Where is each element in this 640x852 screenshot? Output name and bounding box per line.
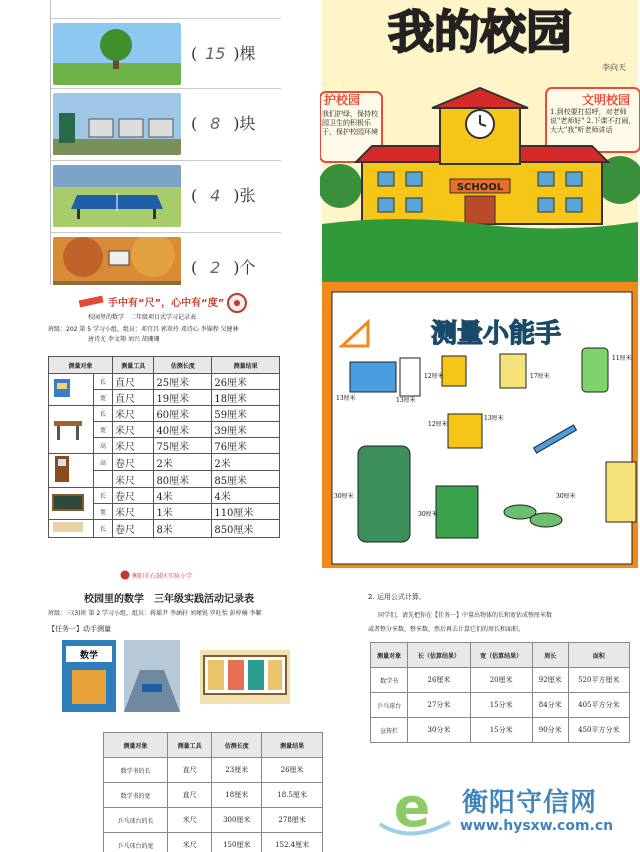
result-cell: 110厘米 [212,504,280,520]
count-unit: 块 [239,114,256,133]
bulletin-board-photo [200,650,290,704]
watermark-url: www.hysxw.com.cn [460,818,614,834]
estimate-cell: 75厘米 [154,438,212,454]
count-unit: 个 [239,258,256,277]
sheet-subtitle: 校园里的数学 二年级项目式学习记录表 [88,314,197,321]
length-cell: 27分米 [408,693,470,718]
tool-cell: 米尺 [113,504,154,520]
tool-cell: 米尺 [113,406,154,422]
display-boards-photo [53,93,181,155]
estimate-cell: 25厘米 [154,374,212,390]
tool-cell: 卷尺 [113,488,154,504]
classroom-drawing [49,520,94,538]
object-cell: 宣传栏 [371,718,408,743]
estimate-cell: 23厘米 [212,758,262,783]
school-logo-text: 衡阳市石鼓区实验小学 [132,573,193,580]
perimeter-cell: 92厘米 [532,668,568,693]
result-cell: 26厘米 [212,374,280,390]
math-book-photo [62,640,116,712]
col-header: 测量对象 [371,643,408,668]
dim-cell: 宽 [94,422,113,438]
size-label: 12厘米 [424,373,444,380]
result-cell: 39厘米 [212,422,280,438]
e-logo-icon [370,774,454,844]
right-card-text: 1.到校要打招呼，对老师说"老师好" 2.下课不打闹，大大"我"听老师讲话 [550,108,636,134]
result-cell: 278厘米 [262,808,323,833]
door-drawing [49,454,94,488]
table-row [104,808,323,833]
object-cell: 乒乓球台的宽 [104,833,168,852]
book-title: 数学 [79,651,99,661]
poster-artwork [320,0,640,568]
poster-title: 我的校园 [388,5,572,59]
table-row [104,758,323,783]
corridor-table-photo [124,640,180,712]
basketball-court-photo [53,237,181,285]
estimate-cell: 300厘米 [212,808,262,833]
col-header: 测量对象 [49,357,113,374]
col-header: 宽（估算结果） [470,643,532,668]
estimate-cell: 8米 [154,520,212,538]
section-title: 测量小能手 [430,319,562,349]
watermark-name: 衡阳守信网 [462,788,598,818]
width-cell: 15分米 [470,693,532,718]
tool-cell: 米尺 [113,422,154,438]
result-cell: 850厘米 [212,520,280,538]
site-watermark [370,768,640,852]
count-row-trees: ( 15 )棵 [51,18,281,89]
result-cell: 76厘米 [212,438,280,454]
size-label: 30厘米 [418,511,438,518]
col-header: 长（估算结果） [408,643,470,668]
count-unit: 张 [239,186,256,205]
grade2-record-sheet [48,290,284,568]
tool-cell: 米尺 [113,438,154,454]
table-row [49,406,280,422]
col-header: 测量工具 [113,357,154,374]
dim-cell: 长 [94,374,113,390]
suitcase-icon [358,446,410,542]
size-label: 12厘米 [428,421,448,428]
object-cell: 乒乓球台 [371,693,408,718]
table-row [49,520,280,538]
count-row-tables: ( 4 )张 [51,160,281,231]
sheet-heading: 手中有“尺”，心中有“度” [108,298,225,309]
count-row-hoops: ( 2 )个 [51,232,281,285]
result-cell: 59厘米 [212,406,280,422]
dim-cell: 宽 [94,504,113,520]
tape-measure-icon [226,292,248,314]
school-sign: SCHOOL [456,182,504,193]
result-cell: 2米 [212,454,280,471]
count-answer: 8 [210,114,221,133]
length-cell: 30分米 [408,718,470,743]
counting-sheet [50,0,281,285]
box-icon [500,354,526,388]
length-cell: 26厘米 [408,668,470,693]
estimate-cell: 60厘米 [154,406,212,422]
result-cell: 4米 [212,488,280,504]
area-cell: 450平方分米 [568,718,629,743]
object-cell: 数学书的长 [104,758,168,783]
count-row-boards: ( 8 )块 [51,88,281,159]
formula-sheet [368,588,640,748]
ping-pong-table-photo [53,165,181,227]
estimate-cell: 80厘米 [154,471,212,488]
book-drawing [49,374,94,406]
desk-drawing [49,406,94,454]
sheet-title: 校园里的数学 三年级实践活动记录表 [84,594,254,605]
estimate-cell: 40厘米 [154,422,212,438]
width-cell: 15分米 [470,718,532,743]
estimate-cell: 18厘米 [212,783,262,808]
count-answer: 4 [210,186,221,205]
col-header: 估测长度 [154,357,212,374]
table-row [371,668,630,693]
dim-cell: 高 [94,438,113,454]
result-cell: 18厘米 [212,390,280,406]
area-cell: 405平方分米 [568,693,629,718]
tool-cell: 米尺 [113,471,154,488]
group-members: 唐诗尤 李文翔 刘兴 胡珊珊 [88,336,160,343]
instruction-line-1: 同学们，请先把你在【任务一】中量出物体的长和宽估成整厘米数 [378,612,553,619]
left-card-title: 护校园 [324,93,361,107]
result-cell: 85厘米 [212,471,280,488]
table-row [371,693,630,718]
tool-cell: 米尺 [168,833,212,852]
size-label: 11厘米 [612,355,632,362]
table-row [104,783,323,808]
area-cell: 520平方厘米 [568,668,629,693]
table-row [49,374,280,390]
size-label: 13厘米 [484,415,504,422]
bucket-icon [436,486,478,538]
section-heading: 2. 运用公式计算。 [368,593,426,601]
table-row [49,488,280,504]
dim-cell: 高 [94,454,113,471]
tool-cell: 直尺 [113,390,154,406]
col-header: 测量对象 [104,733,168,758]
col-header: 估测长度 [212,733,262,758]
count-unit: 棵 [239,44,256,63]
size-label: 17厘米 [530,373,550,380]
object-cell: 数学书的宽 [104,783,168,808]
table-row [371,718,630,743]
size-label: 30厘米 [556,493,576,500]
tree-photo [53,23,181,85]
estimate-cell: 1米 [154,504,212,520]
table-row [104,833,323,852]
milk-carton-icon [442,356,466,386]
tool-cell: 直尺 [168,758,212,783]
chair-icon [606,462,636,522]
tool-cell: 卷尺 [113,520,154,538]
perimeter-cell: 84分米 [532,693,568,718]
estimate-cell: 4米 [154,488,212,504]
estimate-cell: 19厘米 [154,390,212,406]
size-label: 13厘米 [396,397,416,404]
dim-cell: 长 [94,406,113,422]
estimate-cell: 2米 [154,454,212,471]
tool-cell: 卷尺 [113,454,154,471]
count-answer: 2 [210,258,221,277]
ruler-icon [78,292,104,310]
right-card-title: 文明校园 [582,93,631,107]
tool-cell: 米尺 [168,808,212,833]
phone-icon [582,348,608,392]
result-cell: 152.4厘米 [262,833,323,852]
toilet-roll-icon [400,358,420,396]
estimate-cell: 150厘米 [212,833,262,852]
perimeter-cell: 90分米 [532,718,568,743]
table-row [49,454,280,471]
tool-cell: 直尺 [168,783,212,808]
size-label: 13厘米 [336,395,356,402]
grade3-record-sheet [48,570,348,852]
measurement-table [48,356,280,538]
dim-cell: 长 [94,488,113,504]
blackboard-drawing [49,488,94,520]
object-cell: 乒乓球台的长 [104,808,168,833]
task-label: 【任务一】动手测量 [48,625,111,633]
svg-text:e: e [393,776,431,839]
col-header: 测量结果 [212,357,280,374]
left-card-text: 我们护绿，保持校园卫生的积极乐于，保护校园环境 [322,110,378,136]
col-header: 周长 [532,643,568,668]
dim-cell [94,471,113,488]
tissue-box-icon [350,362,396,392]
dim-cell: 宽 [94,390,113,406]
cup-icon [448,414,482,448]
result-cell: 26厘米 [262,758,323,783]
school-poster [320,0,640,568]
instruction-line-2: 或者整分米数，整米数，然后再去计算它们的周长和面积。 [368,626,525,633]
tool-cell: 直尺 [113,374,154,390]
group-info: 班级：202 第 5 学习小组，组员：邓宜昌 郭翠玲 邓诗心 李锦程 吴健林 [48,326,239,333]
school-logo-icon [120,570,130,580]
calculation-table [370,642,630,743]
result-cell: 18.5厘米 [262,783,323,808]
dim-cell: 长 [94,520,113,538]
col-header: 测量结果 [262,733,323,758]
group-info: 班级：三(3)班 第 2 学习小组，组员：蒋瑶尹 李涵轩 刘瑾锐 罗旺怡 彭梓楠 李颖 [48,610,262,617]
col-header: 面积 [568,643,629,668]
size-label: 30厘米 [334,493,354,500]
measurement-table [103,732,323,852]
poster-author: 李向天 [602,63,626,72]
width-cell: 20厘米 [470,668,532,693]
count-answer: 15 [205,44,226,63]
col-header: 测量工具 [168,733,212,758]
object-cell: 数学书 [371,668,408,693]
